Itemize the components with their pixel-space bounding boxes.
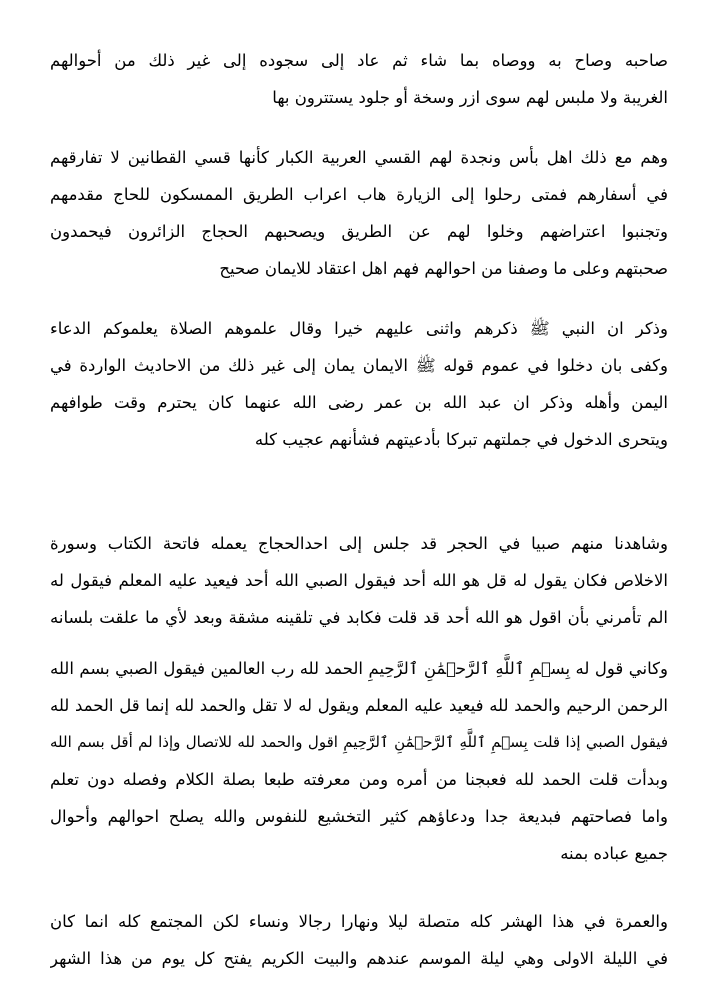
text-line: الرحمن الرحيم والحمد لله فيعيد عليه المعلم ويقول له لا تقل والحمد لله إنما قل الحمد لله: [50, 696, 668, 715]
text-line: فيقول الصبي إذا قلت بِسۡمِ ٱللَّهِ ٱلرَّحۡمَٰنِ ٱلرَّحِيمِ اقول والحمد لله للاتصال وإذا لم أقل بسم الله: [50, 733, 668, 751]
text-line: في الليلة الاولى وهي ليلة الموسم عندهم والبيت الكريم يفتح كل يوم من هذا الشهر: [50, 949, 668, 968]
text-line: صحبتهم وعلى ما وصفنا من احوالهم فهم اهل اعتقاد للايمان صحيح: [219, 259, 668, 278]
text-line: في أسفارهم فمتى رحلوا إلى الزيارة هاب اعراب الطريق الممسكون للحاج مقدمهم: [50, 185, 668, 204]
text-line: وذكر ان النبي ﷺ ذكرهم واثنى عليهم خيرا وقال علموهم الصلاة يعلموكم الدعاء: [50, 319, 668, 338]
text-line: وهم مع ذلك اهل بأس ونجدة لهم القسي العربية الكبار كأنها قسي القطانين لا تفارقهم: [50, 148, 668, 167]
text-line: الم تأمرني بأن اقول هو الله أحد قد قلت فكابد في تلقينه مشقة وبعد لأي ما علقت بلسانه: [50, 608, 668, 627]
text-line: وتجنبوا اعتراضهم وخلوا لهم عن الطريق ويصحبهم الحجاج الزائرون فيحمدون: [50, 222, 668, 241]
text-line: وبدأت قلت الحمد لله فعبجنا من أمره ومن معرفته طبعا بصلة الكلام وفصله دون تعلم: [50, 770, 668, 789]
paragraph: [50, 310, 668, 458]
text-line: جميع عباده بمنه: [560, 844, 668, 863]
text-line: الاخلاص فكان يقول له قل هو الله أحد فيقول الصبي الله أحد فيعيد عليه المعلم فيقول له: [50, 571, 668, 590]
text-line: الغريبة ولا ملبس لهم سوى ازر وسخة أو جلود يستترون بها: [272, 88, 668, 107]
text-line: وشاهدنا منهم صبيا في الحجر قد جلس إلى احدالحجاج يعمله فاتحة الكتاب وسورة: [50, 534, 668, 553]
text-line: اليمن وأهله وذكر ان عبد الله بن عمر رضى الله عنهما كان يحترم وقت طوافهم: [50, 393, 668, 412]
paragraph: [50, 139, 668, 287]
paragraph: [50, 525, 668, 636]
text-line: وكاني قول له بِسۡمِ ٱللَّهِ ٱلرَّحۡمَٰنِ ٱلرَّحِيمِ الحمد لله رب العالمين فيقول الصبي بسم الله: [50, 659, 668, 678]
paragraph: [50, 650, 668, 872]
text-line: واما فصاحتهم فبديعة جدا ودعاؤهم كثير التخشيع للنفوس والله يصلح احوالهم وأحوال: [50, 807, 668, 826]
paragraph: [50, 903, 668, 977]
text-line: وكفى بان دخلوا في عموم قوله ﷺ الايمان يمان إلى غير ذلك من الاحاديث الواردة في: [50, 356, 668, 375]
text-line: والعمرة في هذا الهشر كله متصلة ليلا ونهارا رجالا ونساء لكن المجتمع كله انما كان: [50, 912, 668, 931]
text-line: ويتحرى الدخول في جملتهم تبركا بأدعيتهم فشأنهم عجيب كله: [254, 430, 668, 449]
text-line: صاحبه وصاح به ووصاه بما شاء ثم عاد إلى سجوده إلى غير ذلك من أحوالهم: [50, 51, 668, 70]
paragraph: [50, 42, 668, 116]
